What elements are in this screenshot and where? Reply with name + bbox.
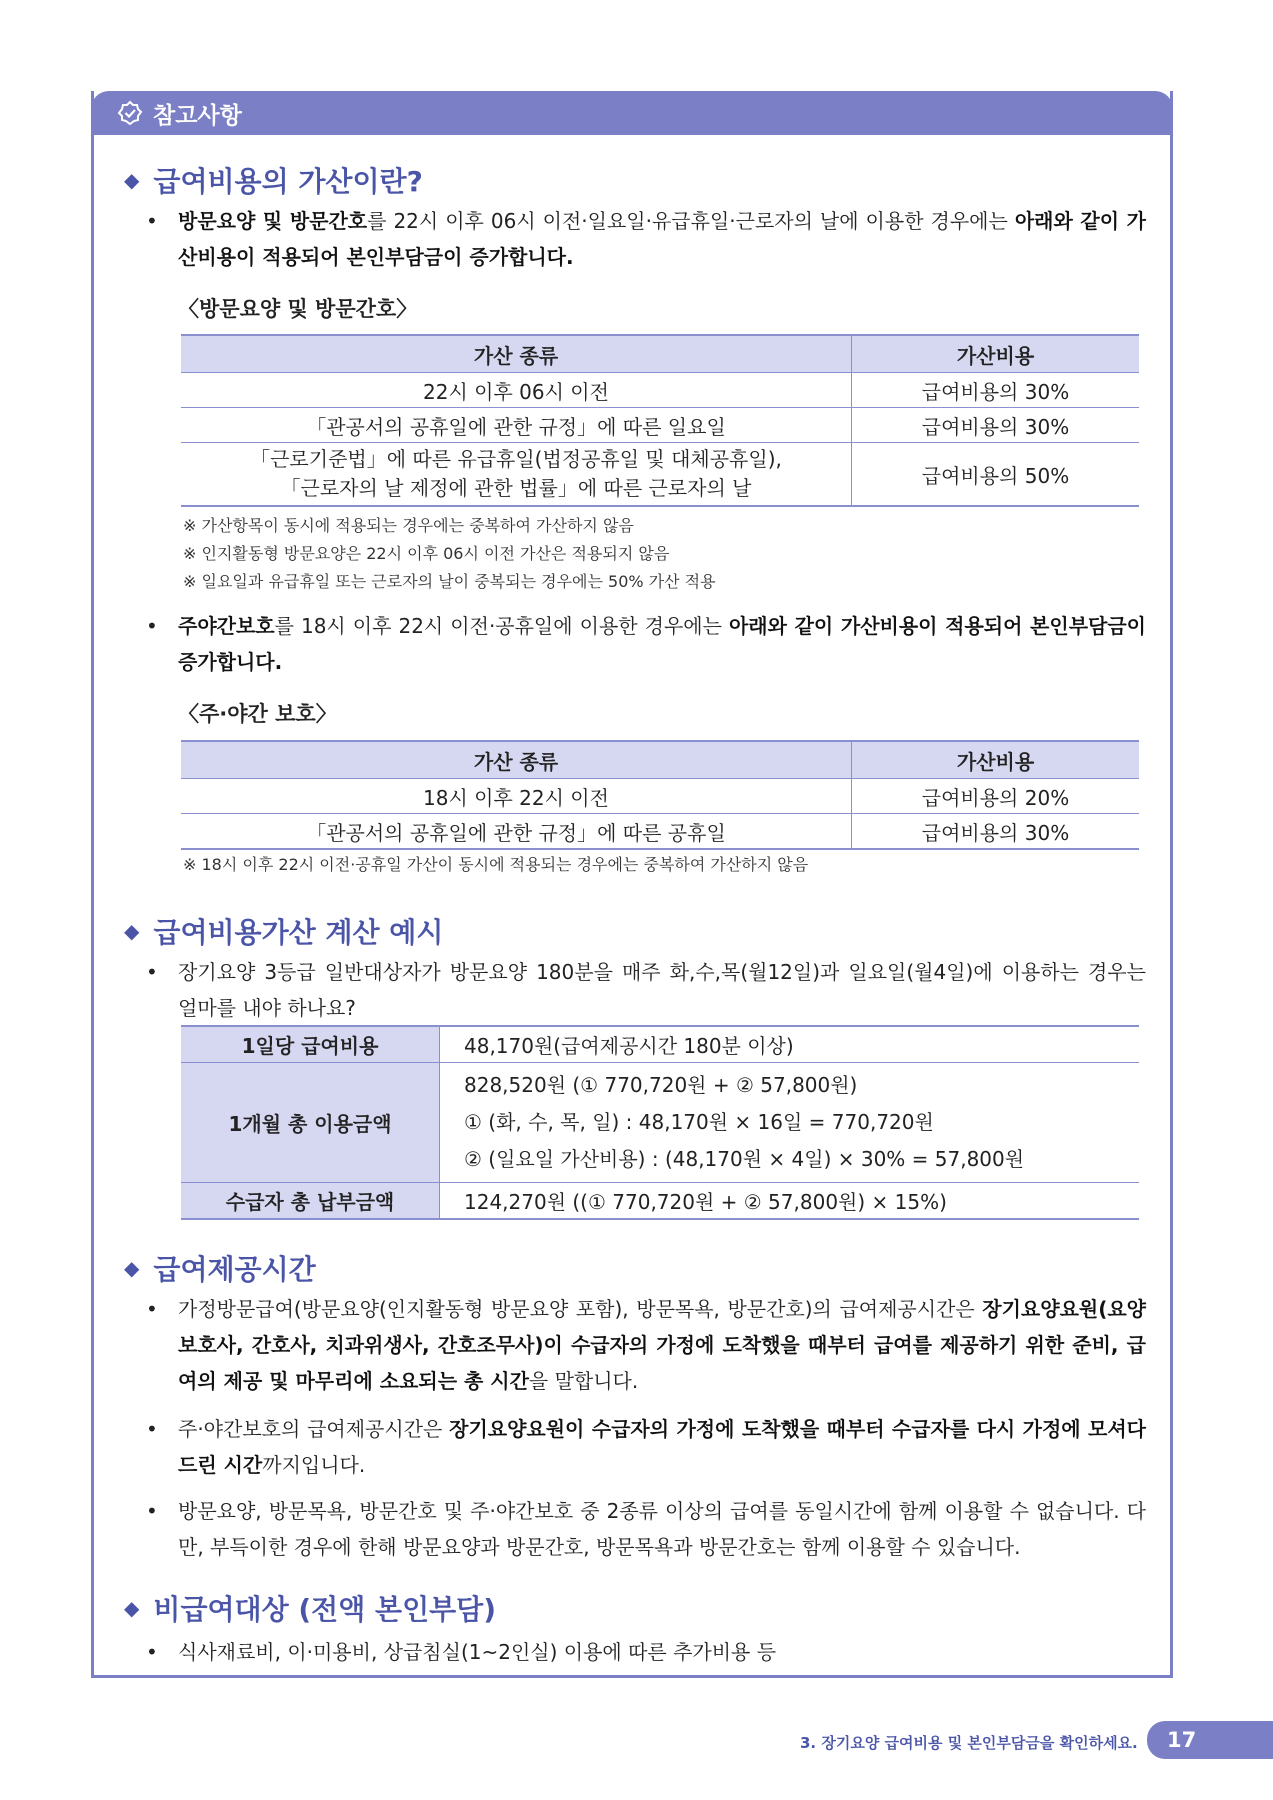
reference-title: 참고사항 (153, 102, 242, 129)
bullet-dot-icon: • (146, 614, 158, 638)
footer-chapter-title: 3. 장기요양 급여비용 및 본인부담금을 확인하세요. (800, 1734, 1138, 1752)
section-title-non-covered: ◆ 비급여대상 (전액 본인부담) (124, 1593, 497, 1626)
table-row: 1일당 급여비용 48,170원(급여제공시간 180분 이상) (181, 1026, 1139, 1063)
diamond-icon: ◆ (124, 919, 140, 943)
note: ※ 18시 이후 22시 이전·공휴일 가산이 동시에 적용되는 경우에는 중복하여 가산하지 않음 (183, 855, 809, 874)
bullet-calc-question: • 장기요양 3등급 일반대상자가 방문요양 180분을 매주 화,수,목(월12일)과 일요일(월4일)에 이용하는 경우는 얼마를 내야 하나요? (146, 954, 1146, 1026)
bullet-service-time-home: • 가정방문급여(방문요양(인지활동형 방문요양 포함), 방문목욕, 방문간호)의 급여제공시간은 장기요양요원(요양보호사, 간호사, 치과위생사, 간호조무사)이 수급자의 가정에 도착했을 때부터 급여를 제공하기 위한 준비, 급여의 제공 및 마무리에 소요되는 총 시간을 말합니다. (146, 1291, 1146, 1399)
bullet-surcharge-visit: • 방문요양 및 방문간호를 22시 이후 06시 이전·일요일·유급휴일·근로자의 날에 이용한 경우에는 아래와 같이 가산비용이 적용되어 본인부담금이 증가합니다. (146, 203, 1146, 275)
note: ※ 인지활동형 방문요양은 22시 이후 06시 이전 가산은 적용되지 않음 (183, 544, 670, 563)
bullet-dot-icon: • (146, 1297, 158, 1321)
table-row: 「관공서의 공휴일에 관한 규정」에 따른 공휴일 급여비용의 30% (181, 814, 1139, 850)
bullet-dot-icon: • (146, 1640, 158, 1664)
table-header: 가산 종류 (181, 741, 852, 779)
diamond-icon: ◆ (124, 1256, 140, 1280)
calc-example-table (181, 1025, 1139, 1220)
table-row: 「근로기준법」에 따른 유급휴일(법정공휴일 및 대체공휴일), 「근로자의 날 제정에 관한 법률」에 따른 근로자의 날 급여비용의 50% (181, 443, 1139, 507)
table2-caption: 〈주·야간 보호〉 (178, 702, 337, 726)
diamond-icon: ◆ (124, 1596, 140, 1620)
table-row: 22시 이후 06시 이전 급여비용의 30% (181, 373, 1139, 408)
page-number: 17 (1147, 1721, 1273, 1759)
table-header: 가산비용 (852, 335, 1140, 373)
bullet-dot-icon: • (146, 209, 158, 233)
bullet-non-covered: • 식사재료비, 이·미용비, 상급침실(1~2인실) 이용에 따른 추가비용 등 (146, 1634, 1146, 1670)
note: ※ 가산항목이 동시에 적용되는 경우에는 중복하여 가산하지 않음 (183, 516, 634, 535)
reference-header (91, 91, 1173, 135)
table-row: 수급자 총 납부금액 124,270원 ((① 770,720원 + ② 57,800원) × 15%) (181, 1183, 1139, 1220)
check-badge-icon (117, 100, 143, 126)
bullet-dot-icon: • (146, 1417, 158, 1441)
table-header: 가산비용 (852, 741, 1140, 779)
table-row: 1개월 총 이용금액 828,520원 (① 770,720원 + ② 57,800원) ① (화, 수, 목, 일) : 48,170원 × 16일 = 770,720원 ② (일요일 가산비용) : (48,170원 × 4일) × 30% = 57,800원 (181, 1063, 1139, 1183)
diamond-icon: ◆ (124, 168, 140, 192)
surcharge-table-visit (181, 334, 1139, 507)
table-row: 18시 이후 22시 이전 급여비용의 20% (181, 779, 1139, 814)
section-title-service-time: ◆ 급여제공시간 (124, 1253, 316, 1286)
table-header: 가산 종류 (181, 335, 852, 373)
table-row: 「관공서의 공휴일에 관한 규정」에 따른 일요일 급여비용의 30% (181, 408, 1139, 443)
bullet-surcharge-daycare: • 주야간보호를 18시 이후 22시 이전·공휴일에 이용한 경우에는 아래와 같이 가산비용이 적용되어 본인부담금이 증가합니다. (146, 608, 1146, 680)
note: ※ 일요일과 유급휴일 또는 근로자의 날이 중복되는 경우에는 50% 가산 적용 (183, 572, 716, 591)
bullet-service-time-daycare: • 주·야간보호의 급여제공시간은 장기요양요원이 수급자의 가정에 도착했을 때부터 수급자를 다시 가정에 모셔다 드린 시간까지입니다. (146, 1411, 1146, 1483)
bullet-dot-icon: • (146, 960, 158, 984)
table1-caption: 〈방문요양 및 방문간호〉 (178, 297, 418, 321)
section-title-surcharge: ◆ 급여비용의 가산이란? (124, 165, 423, 198)
bullet-dot-icon: • (146, 1499, 158, 1523)
surcharge-table-daycare (181, 740, 1139, 850)
section-title-calc-example: ◆ 급여비용가산 계산 예시 (124, 916, 444, 949)
bullet-service-time-overlap: • 방문요양, 방문목욕, 방문간호 및 주·야간보호 중 2종류 이상의 급여를 동일시간에 함께 이용할 수 없습니다. 다만, 부득이한 경우에 한해 방문요양과 방문간호, 방문목욕과 방문간호는 함께 이용할 수 있습니다. (146, 1493, 1146, 1565)
